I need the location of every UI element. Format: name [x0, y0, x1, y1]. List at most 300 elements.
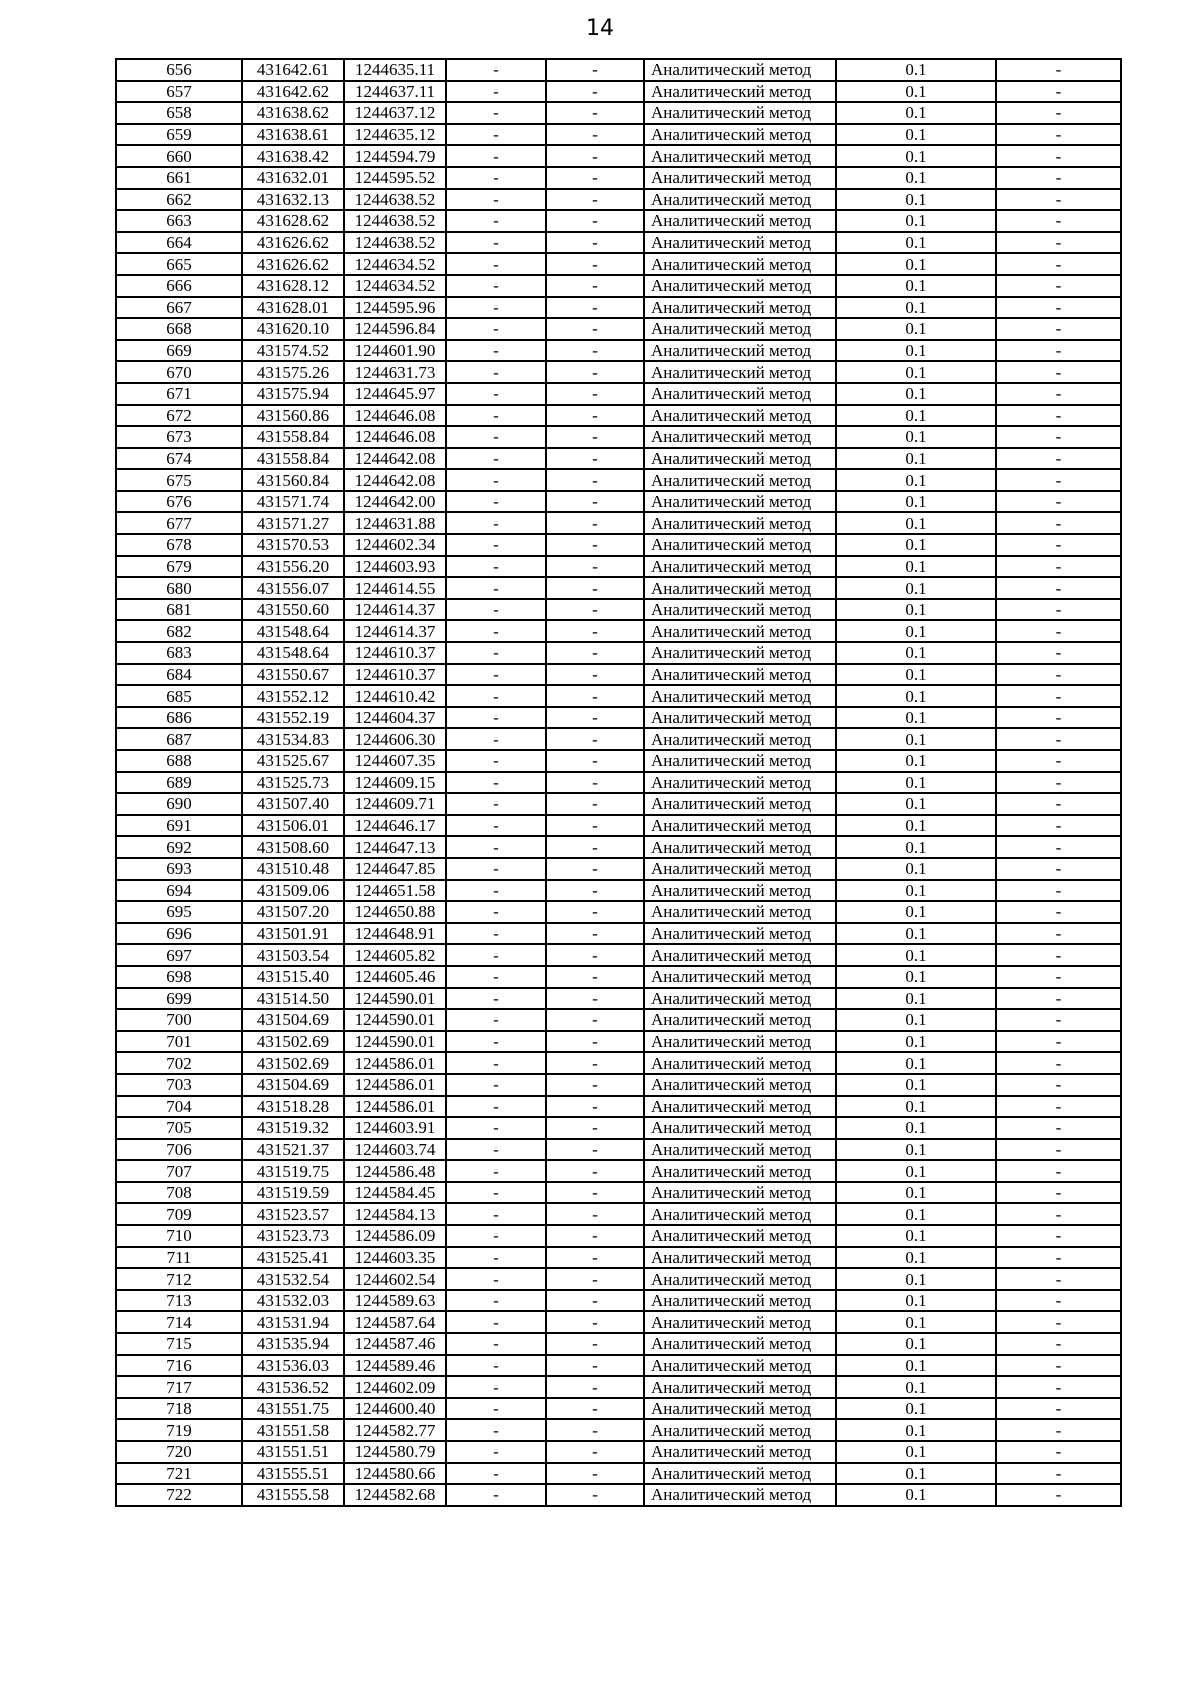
table-row	[116, 642, 1121, 664]
accuracy-cell: 0.1	[836, 1225, 996, 1247]
x-coordinate-cell: 431523.73	[242, 1225, 344, 1247]
dash-cell: -	[546, 685, 644, 707]
x-coordinate-cell: 431506.01	[242, 815, 344, 837]
y-coordinate-cell: 1244614.37	[344, 599, 446, 621]
dash-cell: -	[446, 145, 546, 167]
dash-cell: -	[446, 577, 546, 599]
x-coordinate-cell: 431638.62	[242, 102, 344, 124]
dash-cell: -	[996, 1419, 1121, 1441]
dash-cell: -	[996, 59, 1121, 81]
dash-cell: -	[546, 124, 644, 146]
dash-cell: -	[996, 944, 1121, 966]
dash-cell: -	[546, 1268, 644, 1290]
dash-cell: -	[446, 1160, 546, 1182]
accuracy-cell: 0.1	[836, 1074, 996, 1096]
dash-cell: -	[446, 664, 546, 686]
method-cell: Аналитический метод	[644, 685, 836, 707]
dash-cell: -	[446, 707, 546, 729]
y-coordinate-cell: 1244642.08	[344, 469, 446, 491]
y-coordinate-cell: 1244645.97	[344, 383, 446, 405]
method-cell: Аналитический метод	[644, 1376, 836, 1398]
point-number-cell: 669	[116, 340, 242, 362]
point-number-cell: 709	[116, 1203, 242, 1225]
point-number-cell: 677	[116, 512, 242, 534]
table-row	[116, 426, 1121, 448]
dash-cell: -	[546, 81, 644, 103]
method-cell: Аналитический метод	[644, 966, 836, 988]
table-row	[116, 728, 1121, 750]
table-row	[116, 599, 1121, 621]
table-row	[116, 1311, 1121, 1333]
dash-cell: -	[996, 1182, 1121, 1204]
accuracy-cell: 0.1	[836, 232, 996, 254]
point-number-cell: 675	[116, 469, 242, 491]
point-number-cell: 719	[116, 1419, 242, 1441]
table-row	[116, 966, 1121, 988]
method-cell: Аналитический метод	[644, 772, 836, 794]
dash-cell: -	[996, 1376, 1121, 1398]
method-cell: Аналитический метод	[644, 1009, 836, 1031]
table-row	[116, 405, 1121, 427]
accuracy-cell: 0.1	[836, 275, 996, 297]
y-coordinate-cell: 1244605.82	[344, 944, 446, 966]
dash-cell: -	[546, 836, 644, 858]
method-cell: Аналитический метод	[644, 556, 836, 578]
table-row	[116, 556, 1121, 578]
dash-cell: -	[996, 124, 1121, 146]
dash-cell: -	[546, 1355, 644, 1377]
dash-cell: -	[446, 1117, 546, 1139]
method-cell: Аналитический метод	[644, 1398, 836, 1420]
table-row	[116, 1182, 1121, 1204]
accuracy-cell: 0.1	[836, 405, 996, 427]
method-cell: Аналитический метод	[644, 318, 836, 340]
dash-cell: -	[446, 81, 546, 103]
x-coordinate-cell: 431515.40	[242, 966, 344, 988]
table-row	[116, 923, 1121, 945]
method-cell: Аналитический метод	[644, 664, 836, 686]
method-cell: Аналитический метод	[644, 297, 836, 319]
y-coordinate-cell: 1244609.15	[344, 772, 446, 794]
accuracy-cell: 0.1	[836, 1355, 996, 1377]
point-number-cell: 660	[116, 145, 242, 167]
method-cell: Аналитический метод	[644, 577, 836, 599]
x-coordinate-cell: 431536.52	[242, 1376, 344, 1398]
method-cell: Аналитический метод	[644, 232, 836, 254]
method-cell: Аналитический метод	[644, 880, 836, 902]
x-coordinate-cell: 431525.41	[242, 1247, 344, 1269]
dash-cell: -	[996, 1290, 1121, 1312]
table-row	[116, 815, 1121, 837]
dash-cell: -	[996, 642, 1121, 664]
dash-cell: -	[546, 1117, 644, 1139]
x-coordinate-cell: 431502.69	[242, 1031, 344, 1053]
point-number-cell: 691	[116, 815, 242, 837]
accuracy-cell: 0.1	[836, 988, 996, 1010]
y-coordinate-cell: 1244584.45	[344, 1182, 446, 1204]
accuracy-cell: 0.1	[836, 426, 996, 448]
point-number-cell: 692	[116, 836, 242, 858]
accuracy-cell: 0.1	[836, 297, 996, 319]
table-row	[116, 836, 1121, 858]
x-coordinate-cell: 431525.73	[242, 772, 344, 794]
dash-cell: -	[546, 1311, 644, 1333]
point-number-cell: 722	[116, 1484, 242, 1506]
dash-cell: -	[996, 880, 1121, 902]
x-coordinate-cell: 431642.61	[242, 59, 344, 81]
table-row	[116, 469, 1121, 491]
point-number-cell: 690	[116, 793, 242, 815]
accuracy-cell: 0.1	[836, 1247, 996, 1269]
y-coordinate-cell: 1244590.01	[344, 988, 446, 1010]
dash-cell: -	[446, 1333, 546, 1355]
y-coordinate-cell: 1244610.37	[344, 664, 446, 686]
table-row	[116, 81, 1121, 103]
table-row	[116, 685, 1121, 707]
table-row	[116, 1355, 1121, 1377]
x-coordinate-cell: 431510.48	[242, 858, 344, 880]
x-coordinate-cell: 431521.37	[242, 1139, 344, 1161]
dash-cell: -	[546, 556, 644, 578]
dash-cell: -	[996, 556, 1121, 578]
point-number-cell: 673	[116, 426, 242, 448]
method-cell: Аналитический метод	[644, 858, 836, 880]
method-cell: Аналитический метод	[644, 599, 836, 621]
method-cell: Аналитический метод	[644, 988, 836, 1010]
dash-cell: -	[446, 772, 546, 794]
dash-cell: -	[446, 275, 546, 297]
y-coordinate-cell: 1244602.34	[344, 534, 446, 556]
point-number-cell: 715	[116, 1333, 242, 1355]
x-coordinate-cell: 431532.03	[242, 1290, 344, 1312]
y-coordinate-cell: 1244650.88	[344, 901, 446, 923]
point-number-cell: 697	[116, 944, 242, 966]
point-number-cell: 684	[116, 664, 242, 686]
table-row	[116, 707, 1121, 729]
table-row	[116, 145, 1121, 167]
dash-cell: -	[546, 253, 644, 275]
dash-cell: -	[546, 901, 644, 923]
table-row	[116, 189, 1121, 211]
dash-cell: -	[446, 318, 546, 340]
dash-cell: -	[546, 793, 644, 815]
accuracy-cell: 0.1	[836, 750, 996, 772]
method-cell: Аналитический метод	[644, 189, 836, 211]
dash-cell: -	[996, 966, 1121, 988]
method-cell: Аналитический метод	[644, 426, 836, 448]
y-coordinate-cell: 1244609.71	[344, 793, 446, 815]
accuracy-cell: 0.1	[836, 210, 996, 232]
dash-cell: -	[996, 685, 1121, 707]
x-coordinate-cell: 431628.12	[242, 275, 344, 297]
table-row	[116, 750, 1121, 772]
accuracy-cell: 0.1	[836, 1333, 996, 1355]
method-cell: Аналитический метод	[644, 1182, 836, 1204]
dash-cell: -	[446, 1311, 546, 1333]
accuracy-cell: 0.1	[836, 1376, 996, 1398]
dash-cell: -	[546, 599, 644, 621]
dash-cell: -	[546, 772, 644, 794]
x-coordinate-cell: 431508.60	[242, 836, 344, 858]
accuracy-cell: 0.1	[836, 707, 996, 729]
dash-cell: -	[546, 1096, 644, 1118]
x-coordinate-cell: 431501.91	[242, 923, 344, 945]
dash-cell: -	[446, 383, 546, 405]
dash-cell: -	[446, 340, 546, 362]
dash-cell: -	[446, 491, 546, 513]
method-cell: Аналитический метод	[644, 1052, 836, 1074]
dash-cell: -	[546, 297, 644, 319]
method-cell: Аналитический метод	[644, 81, 836, 103]
dash-cell: -	[546, 923, 644, 945]
method-cell: Аналитический метод	[644, 1225, 836, 1247]
dash-cell: -	[446, 253, 546, 275]
dash-cell: -	[446, 59, 546, 81]
dash-cell: -	[546, 167, 644, 189]
y-coordinate-cell: 1244595.96	[344, 297, 446, 319]
point-number-cell: 658	[116, 102, 242, 124]
point-number-cell: 657	[116, 81, 242, 103]
dash-cell: -	[546, 340, 644, 362]
point-number-cell: 683	[116, 642, 242, 664]
dash-cell: -	[996, 1333, 1121, 1355]
method-cell: Аналитический метод	[644, 1268, 836, 1290]
dash-cell: -	[996, 1031, 1121, 1053]
table-row	[116, 102, 1121, 124]
table-row	[116, 1031, 1121, 1053]
table-row	[116, 1160, 1121, 1182]
dash-cell: -	[996, 728, 1121, 750]
method-cell: Аналитический метод	[644, 1074, 836, 1096]
dash-cell: -	[446, 1484, 546, 1506]
table-row	[116, 1203, 1121, 1225]
x-coordinate-cell: 431558.84	[242, 426, 344, 448]
accuracy-cell: 0.1	[836, 923, 996, 945]
point-number-cell: 689	[116, 772, 242, 794]
dash-cell: -	[546, 1182, 644, 1204]
table-row	[116, 275, 1121, 297]
dash-cell: -	[446, 1376, 546, 1398]
y-coordinate-cell: 1244637.12	[344, 102, 446, 124]
dash-cell: -	[546, 361, 644, 383]
table-row	[116, 253, 1121, 275]
point-number-cell: 685	[116, 685, 242, 707]
method-cell: Аналитический метод	[644, 1160, 836, 1182]
point-number-cell: 708	[116, 1182, 242, 1204]
x-coordinate-cell: 431575.26	[242, 361, 344, 383]
y-coordinate-cell: 1244637.11	[344, 81, 446, 103]
y-coordinate-cell: 1244647.85	[344, 858, 446, 880]
method-cell: Аналитический метод	[644, 534, 836, 556]
dash-cell: -	[546, 534, 644, 556]
table-row	[116, 1052, 1121, 1074]
dash-cell: -	[446, 426, 546, 448]
table-row	[116, 577, 1121, 599]
accuracy-cell: 0.1	[836, 383, 996, 405]
dash-cell: -	[996, 145, 1121, 167]
y-coordinate-cell: 1244596.84	[344, 318, 446, 340]
dash-cell: -	[996, 1441, 1121, 1463]
point-number-cell: 670	[116, 361, 242, 383]
accuracy-cell: 0.1	[836, 1441, 996, 1463]
dash-cell: -	[546, 1376, 644, 1398]
y-coordinate-cell: 1244607.35	[344, 750, 446, 772]
table-row	[116, 1441, 1121, 1463]
dash-cell: -	[546, 1160, 644, 1182]
method-cell: Аналитический метод	[644, 491, 836, 513]
y-coordinate-cell: 1244601.90	[344, 340, 446, 362]
dash-cell: -	[996, 512, 1121, 534]
y-coordinate-cell: 1244610.37	[344, 642, 446, 664]
y-coordinate-cell: 1244604.37	[344, 707, 446, 729]
x-coordinate-cell: 431556.20	[242, 556, 344, 578]
dash-cell: -	[446, 1009, 546, 1031]
dash-cell: -	[996, 1398, 1121, 1420]
dash-cell: -	[446, 210, 546, 232]
dash-cell: -	[446, 815, 546, 837]
dash-cell: -	[996, 491, 1121, 513]
table-row	[116, 1117, 1121, 1139]
dash-cell: -	[546, 750, 644, 772]
y-coordinate-cell: 1244631.73	[344, 361, 446, 383]
dash-cell: -	[996, 901, 1121, 923]
dash-cell: -	[996, 232, 1121, 254]
y-coordinate-cell: 1244586.48	[344, 1160, 446, 1182]
x-coordinate-cell: 431502.69	[242, 1052, 344, 1074]
dash-cell: -	[546, 1419, 644, 1441]
method-cell: Аналитический метод	[644, 750, 836, 772]
point-number-cell: 656	[116, 59, 242, 81]
x-coordinate-cell: 431535.94	[242, 1333, 344, 1355]
x-coordinate-cell: 431555.58	[242, 1484, 344, 1506]
accuracy-cell: 0.1	[836, 1463, 996, 1485]
y-coordinate-cell: 1244646.17	[344, 815, 446, 837]
point-number-cell: 700	[116, 1009, 242, 1031]
point-number-cell: 699	[116, 988, 242, 1010]
dash-cell: -	[446, 361, 546, 383]
dash-cell: -	[446, 297, 546, 319]
x-coordinate-cell: 431518.28	[242, 1096, 344, 1118]
accuracy-cell: 0.1	[836, 836, 996, 858]
dash-cell: -	[546, 145, 644, 167]
point-number-cell: 703	[116, 1074, 242, 1096]
y-coordinate-cell: 1244634.52	[344, 253, 446, 275]
dash-cell: -	[996, 253, 1121, 275]
dash-cell: -	[446, 1203, 546, 1225]
y-coordinate-cell: 1244635.12	[344, 124, 446, 146]
dash-cell: -	[546, 642, 644, 664]
coordinates-table	[115, 58, 1122, 1507]
method-cell: Аналитический метод	[644, 836, 836, 858]
dash-cell: -	[446, 1225, 546, 1247]
point-number-cell: 693	[116, 858, 242, 880]
accuracy-cell: 0.1	[836, 880, 996, 902]
dash-cell: -	[446, 1268, 546, 1290]
dash-cell: -	[446, 1031, 546, 1053]
table-row	[116, 59, 1121, 81]
dash-cell: -	[446, 793, 546, 815]
x-coordinate-cell: 431632.13	[242, 189, 344, 211]
x-coordinate-cell: 431531.94	[242, 1311, 344, 1333]
accuracy-cell: 0.1	[836, 1398, 996, 1420]
dash-cell: -	[446, 167, 546, 189]
dash-cell: -	[996, 469, 1121, 491]
dash-cell: -	[996, 793, 1121, 815]
point-number-cell: 667	[116, 297, 242, 319]
x-coordinate-cell: 431556.07	[242, 577, 344, 599]
x-coordinate-cell: 431504.69	[242, 1009, 344, 1031]
dash-cell: -	[546, 512, 644, 534]
dash-cell: -	[546, 448, 644, 470]
point-number-cell: 672	[116, 405, 242, 427]
point-number-cell: 659	[116, 124, 242, 146]
dash-cell: -	[996, 318, 1121, 340]
dash-cell: -	[996, 1096, 1121, 1118]
point-number-cell: 701	[116, 1031, 242, 1053]
dash-cell: -	[996, 1117, 1121, 1139]
accuracy-cell: 0.1	[836, 966, 996, 988]
method-cell: Аналитический метод	[644, 620, 836, 642]
dash-cell: -	[996, 1203, 1121, 1225]
accuracy-cell: 0.1	[836, 620, 996, 642]
x-coordinate-cell: 431628.62	[242, 210, 344, 232]
y-coordinate-cell: 1244638.52	[344, 210, 446, 232]
x-coordinate-cell: 431523.57	[242, 1203, 344, 1225]
dash-cell: -	[446, 1139, 546, 1161]
point-number-cell: 720	[116, 1441, 242, 1463]
table-row	[116, 1139, 1121, 1161]
accuracy-cell: 0.1	[836, 944, 996, 966]
point-number-cell: 676	[116, 491, 242, 513]
dash-cell: -	[446, 405, 546, 427]
y-coordinate-cell: 1244586.01	[344, 1052, 446, 1074]
accuracy-cell: 0.1	[836, 901, 996, 923]
dash-cell: -	[996, 102, 1121, 124]
dash-cell: -	[546, 1139, 644, 1161]
dash-cell: -	[446, 1419, 546, 1441]
dash-cell: -	[996, 340, 1121, 362]
dash-cell: -	[546, 664, 644, 686]
x-coordinate-cell: 431570.53	[242, 534, 344, 556]
page-number: 14	[586, 16, 614, 41]
dash-cell: -	[996, 772, 1121, 794]
dash-cell: -	[996, 1355, 1121, 1377]
x-coordinate-cell: 431574.52	[242, 340, 344, 362]
dash-cell: -	[546, 59, 644, 81]
x-coordinate-cell: 431552.19	[242, 707, 344, 729]
table-row	[116, 512, 1121, 534]
x-coordinate-cell: 431571.74	[242, 491, 344, 513]
dash-cell: -	[446, 1182, 546, 1204]
method-cell: Аналитический метод	[644, 1139, 836, 1161]
point-number-cell: 682	[116, 620, 242, 642]
y-coordinate-cell: 1244610.42	[344, 685, 446, 707]
method-cell: Аналитический метод	[644, 793, 836, 815]
point-number-cell: 674	[116, 448, 242, 470]
method-cell: Аналитический метод	[644, 728, 836, 750]
accuracy-cell: 0.1	[836, 59, 996, 81]
y-coordinate-cell: 1244582.68	[344, 1484, 446, 1506]
dash-cell: -	[546, 988, 644, 1010]
dash-cell: -	[546, 1333, 644, 1355]
method-cell: Аналитический метод	[644, 512, 836, 534]
accuracy-cell: 0.1	[836, 167, 996, 189]
dash-cell: -	[446, 944, 546, 966]
table-row	[116, 944, 1121, 966]
x-coordinate-cell: 431555.51	[242, 1463, 344, 1485]
dash-cell: -	[996, 81, 1121, 103]
table-row	[116, 620, 1121, 642]
